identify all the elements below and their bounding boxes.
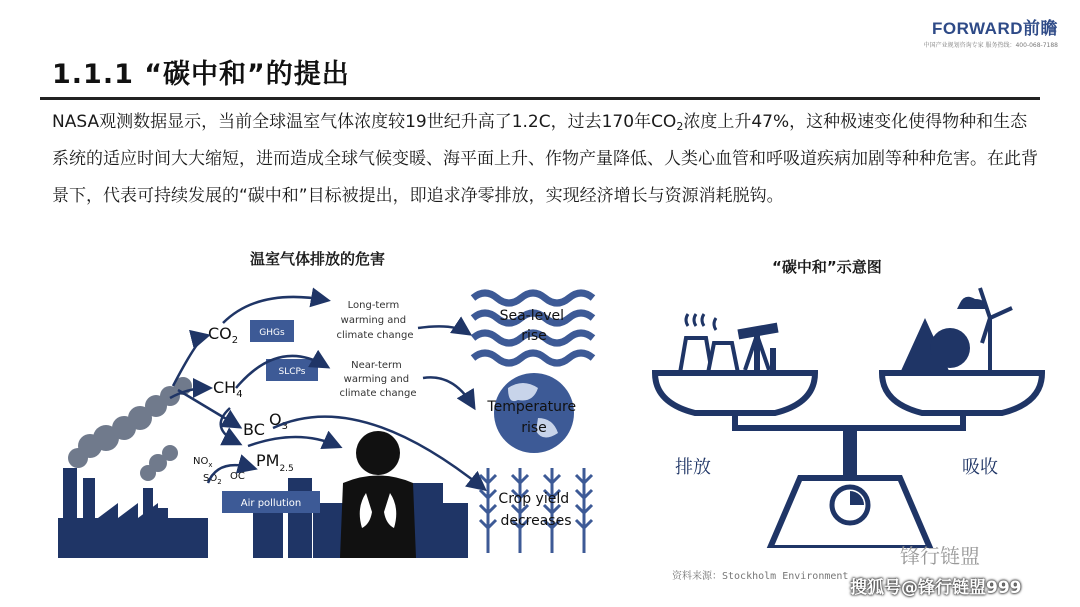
power-plant-icon	[680, 314, 738, 373]
logo-text: FORWARD前瞻	[931, 19, 1058, 38]
intro-text-part1: NASA观测数据显示，当前全球温室气体浓度较19世纪升高了1.2C，过去170年CO	[52, 112, 677, 132]
factory-icon	[58, 468, 208, 558]
near-term-effect-text: Near-term warming and climate change	[339, 360, 417, 399]
nox-label: NO	[193, 456, 209, 467]
right-figure-caption: “碳中和”示意图	[772, 258, 882, 276]
pm-subscript: 2.5	[279, 464, 294, 474]
intro-text-part2: 浓度上升47%，这种极速变化使得物种和生态系统的适应时间大大缩短，进而造成全球气候变暖、海平面上升、作物产量降低、人类心血管和呼吸道疾病加剧等种种危害。在此背景下，代表可持续发展的“碳中和”目标被提出，即追求净零排放，实现经济增长与资源消耗脱钩。	[52, 112, 1038, 206]
svg-text:NOx	[193, 456, 213, 469]
emission-label: 排放	[675, 457, 711, 478]
ch4-label: CH	[213, 378, 237, 397]
air-pollution-box-label: Air pollution	[240, 498, 302, 509]
page-title: 1.1.1 “碳中和”的提出	[52, 59, 350, 90]
balance-scale-icon	[655, 288, 1042, 548]
ghg-harm-diagram	[58, 278, 598, 558]
wechat-watermark: 锋行链盟	[900, 544, 980, 568]
wind-turbine-icon	[980, 288, 1012, 373]
slcps-box-label: SLCPs	[278, 367, 306, 377]
smoke-icon	[68, 377, 192, 481]
svg-text:O3	[269, 410, 288, 432]
ch4-subscript: 4	[236, 389, 243, 400]
title-divider	[40, 97, 1040, 100]
carbon-neutral-diagram	[650, 278, 1050, 548]
nox-subscript: x	[208, 461, 213, 469]
ghgs-box-label: GHGs	[259, 328, 285, 338]
sohu-watermark: 搜狐号@锋行链盟999	[850, 578, 1022, 598]
co2-label: CO	[208, 324, 232, 343]
svg-text:CO2	[208, 324, 238, 346]
svg-text:CH4	[213, 378, 243, 400]
logo-subtitle: 中国产业规划咨询专家 服务热线：400-068-7188	[923, 42, 1058, 49]
oc-label: OC	[230, 471, 245, 482]
o3-label: O	[269, 410, 282, 429]
source-note: 资料来源：Stockholm Environment	[672, 571, 849, 582]
bc-label: BC	[243, 420, 265, 439]
logo	[924, 14, 1058, 49]
absorption-label: 吸收	[962, 457, 998, 478]
temperature-label: Temperature rise	[487, 399, 577, 436]
left-figure-caption: 温室气体排放的危害	[250, 250, 386, 268]
crop-yield-label: Crop yield decreases	[498, 491, 572, 529]
crop-icon	[480, 468, 592, 553]
mountain-tree-icon	[900, 297, 985, 373]
sea-level-label: Sea-level rise	[499, 308, 564, 344]
person-lungs-icon	[340, 431, 416, 558]
o3-subscript: 3	[281, 421, 288, 432]
intro-paragraph	[52, 104, 1042, 215]
so2-label: SO	[203, 473, 218, 484]
pm-label: PM	[256, 451, 280, 470]
svg-text:PM2.5	[256, 451, 294, 474]
long-term-effect-text: Long-term warming and climate change	[336, 300, 414, 341]
so2-subscript: 2	[217, 478, 222, 486]
intro-subscript: 2	[676, 120, 684, 133]
oil-pump-icon	[737, 323, 778, 370]
co2-subscript: 2	[231, 335, 239, 346]
